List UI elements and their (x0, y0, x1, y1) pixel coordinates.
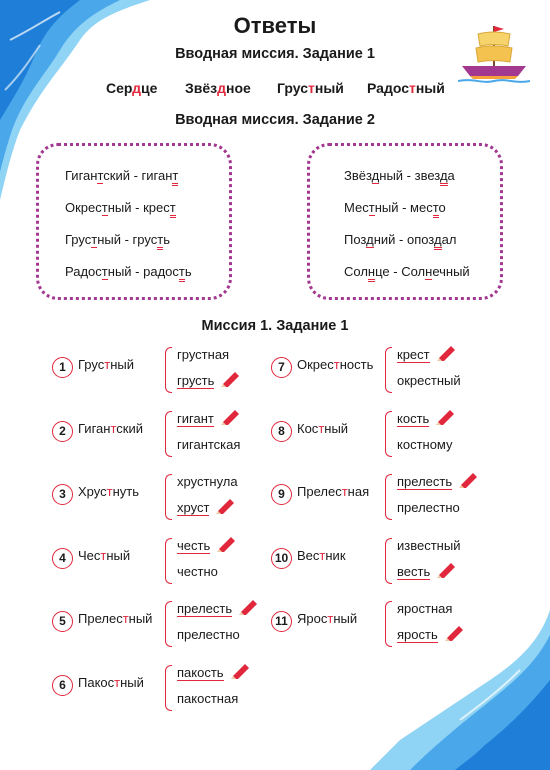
answer-bracket (165, 665, 172, 711)
item-number: 9 (271, 484, 292, 505)
pencil-icon (434, 345, 456, 361)
pencil-icon (213, 498, 235, 514)
item-word: Вестник (297, 548, 346, 563)
option: известный (397, 538, 461, 553)
item-word: Окрестность (297, 357, 374, 372)
answer-bracket (165, 474, 172, 520)
option: пакостная (177, 691, 239, 706)
pencil-icon (442, 625, 464, 641)
item-number: 1 (52, 357, 73, 378)
answer-bracket (165, 411, 172, 457)
intro-word: Радостный (367, 80, 445, 96)
pair-gigantskiy: Гигантский - гигант (65, 168, 178, 183)
correct-option: гигант (177, 411, 214, 427)
task-item (271, 601, 495, 659)
intro-task1-heading: Вводная миссия. Задание 1 (175, 46, 375, 62)
option: гигантская (177, 437, 241, 452)
pair-mestniy: Местный - место (344, 200, 446, 215)
intro-task2-heading: Вводная миссия. Задание 2 (175, 112, 375, 128)
option: костному (397, 437, 453, 452)
item-number: 11 (271, 611, 292, 632)
option: окрестный (397, 373, 461, 388)
option: прелестно (397, 500, 460, 515)
pairs-box-right (307, 143, 503, 300)
item-word: Честный (78, 548, 131, 563)
pencil-icon (214, 536, 236, 552)
item-number: 3 (52, 484, 73, 505)
task-item (52, 411, 275, 469)
pair-zvezdniy: Звёздный - звезда (344, 168, 455, 183)
answer-bracket (165, 347, 172, 393)
mission1-task1-heading: Миссия 1. Задание 1 (201, 318, 349, 334)
pencil-icon (456, 472, 478, 488)
item-word: Пакостный (78, 675, 144, 690)
pencil-icon (236, 599, 258, 615)
task-item (271, 538, 495, 596)
task-item (52, 665, 275, 723)
pairs-box-left (36, 143, 232, 300)
task-item (52, 601, 275, 659)
answer-bracket (165, 538, 172, 584)
task-item (52, 474, 275, 532)
task-item (271, 474, 495, 532)
correct-option: весть (397, 564, 430, 580)
pair-radostniy: Радостный - радость (65, 264, 192, 279)
item-word: Костный (297, 421, 349, 436)
pair-pozdniy: Поздний - опоздал (344, 232, 456, 247)
pair-solntse: Солнце - Солнечный (344, 264, 470, 279)
correct-option: кость (397, 411, 429, 427)
correct-option: прелесть (177, 601, 232, 617)
correct-option: крест (397, 347, 430, 363)
correct-option: честь (177, 538, 210, 554)
option: яростная (397, 601, 453, 616)
item-word: Прелестный (78, 611, 153, 626)
pair-okrestniy: Окрестный - крест (65, 200, 176, 215)
pencil-icon (433, 409, 455, 425)
item-word: Хрустнуть (78, 484, 139, 499)
intro-word: Звёздное (185, 80, 251, 96)
task-item (52, 347, 275, 405)
page-title: Ответы (233, 13, 317, 38)
pencil-icon (218, 409, 240, 425)
pencil-icon (228, 663, 250, 679)
item-word: Яростный (297, 611, 358, 626)
answer-bracket (385, 411, 392, 457)
item-number: 2 (52, 421, 73, 442)
correct-option: прелесть (397, 474, 452, 490)
item-number: 4 (52, 548, 73, 569)
pencil-icon (434, 562, 456, 578)
item-number: 7 (271, 357, 292, 378)
intro-word: Грустный (277, 80, 344, 96)
answer-bracket (165, 601, 172, 647)
option: прелестно (177, 627, 240, 642)
correct-option: грусть (177, 373, 214, 389)
pair-grustniy: Грустный - грусть (65, 232, 170, 247)
item-word: Гигантский (78, 421, 143, 436)
task-item (52, 538, 275, 596)
answer-bracket (385, 601, 392, 647)
item-word: Прелестная (297, 484, 370, 499)
item-number: 8 (271, 421, 292, 442)
task-item (271, 347, 495, 405)
option: грустная (177, 347, 230, 362)
correct-option: пакость (177, 665, 224, 681)
correct-option: ярость (397, 627, 438, 643)
answer-bracket (385, 538, 392, 584)
item-word: Грустный (78, 357, 135, 372)
answer-bracket (385, 474, 392, 520)
intro-word: Сердце (106, 80, 158, 96)
intro-task1-word-row (0, 80, 550, 98)
item-number: 6 (52, 675, 73, 696)
correct-option: хруст (177, 500, 209, 516)
option: хрустнула (177, 474, 238, 489)
pencil-icon (218, 371, 240, 387)
task-item (271, 411, 495, 469)
item-number: 5 (52, 611, 73, 632)
item-number: 10 (271, 548, 292, 569)
option: честно (177, 564, 218, 579)
answer-bracket (385, 347, 392, 393)
